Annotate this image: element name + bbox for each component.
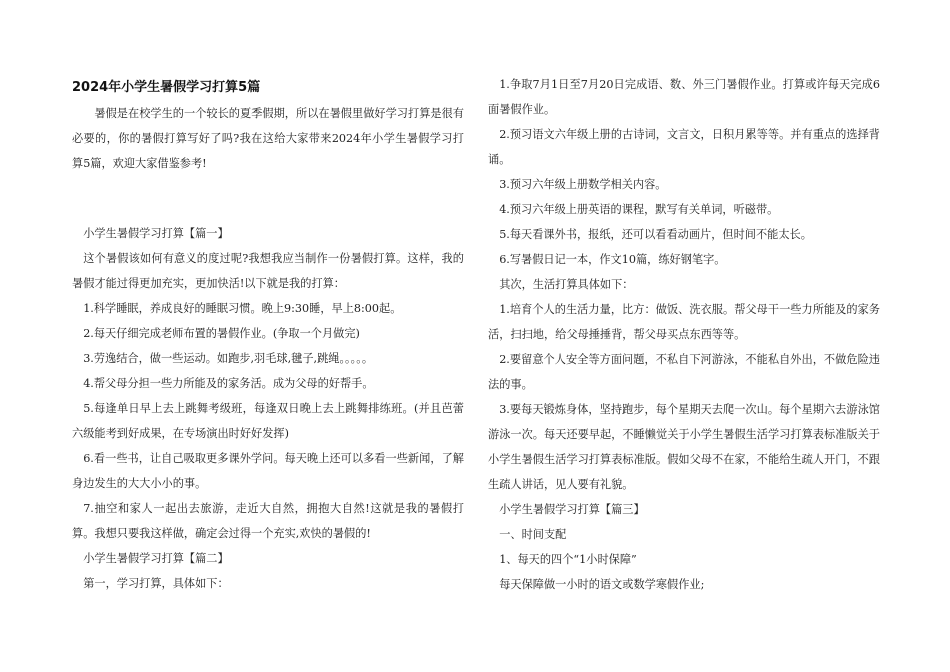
paragraph: 这个暑假该如何有意义的度过呢?我想我应当制作一份暑假打算。这样，我的暑假才能过得更加充实，更加快活!以下就是我的打算： xyxy=(72,252,464,290)
right-body xyxy=(488,72,880,597)
list-item: 7.抽空和家人一起出去旅游，走近大自然，拥抱大自然!这就是我的暑假打算。我想只要我这样做，确定会过得一个充实,欢快的暑假的! xyxy=(72,502,464,540)
subheading: 一、时间支配 xyxy=(499,528,567,541)
subheading: 1、每天的四个“1小时保障” xyxy=(499,553,637,566)
section-heading: 小学生暑假学习打算【篇三】 xyxy=(499,503,645,516)
section-heading: 小学生暑假学习打算【篇二】 xyxy=(83,552,229,565)
intro-paragraph: 暑假是在校学生的一个较长的夏季假期，所以在暑假里做好学习打算是很有必要的，你的暑假打算写好了吗?我在这给大家带来2024年小学生暑假学习打算5篇，欢迎大家借鉴参考! xyxy=(72,107,464,170)
page-title: 2024年小学生暑假学习打算5篇 xyxy=(72,80,261,95)
list-item: 5.每逢单日早上去上跳舞考级班，每逢双日晚上去上跳舞排练班。(并且芭蕾六级能考到好成果，在专场演出时好好发挥) xyxy=(72,402,464,440)
list-item: 3.要每天锻炼身体，坚持跑步，每个星期天去爬一次山。每个星期六去游泳馆游泳一次。每天还要早起，不睡懒觉关于小学生暑假生活学习打算表标准版关于小学生暑假生活学习打算表标准版。假如父母不在家，不能给生疏人开门，不跟生疏人讲话，见人要有礼貌。 xyxy=(488,403,880,491)
left-body xyxy=(72,221,464,596)
list-item: 3.劳逸结合，做一些运动。如跑步,羽毛球,毽子,跳绳。。。。。 xyxy=(83,352,374,365)
paragraph: 每天保障做一小时的语文或数学寒假作业; xyxy=(499,578,705,591)
section-heading: 小学生暑假学习打算【篇一】 xyxy=(83,227,229,240)
list-item: 1.争取7月1日至7月20日完成语、数、外三门暑假作业。打算或许每天完成6面暑假作业。 xyxy=(488,78,880,116)
list-item: 4.预习六年级上册英语的课程，默写有关单词，听磁带。 xyxy=(499,203,779,216)
paragraph: 其次，生活打算具体如下： xyxy=(499,278,634,291)
list-item: 2.要留意个人安全等方面问题，不私自下河游泳，不能私自外出，不做危险违法的事。 xyxy=(488,353,880,391)
list-item: 2.预习语文六年级上册的古诗词，文言文，日积月累等等。并有重点的选择背诵。 xyxy=(488,128,880,166)
list-item: 1.科学睡眠，养成良好的睡眠习惯。晚上9:30睡，早上8:00起。 xyxy=(83,302,402,315)
list-item: 2.每天仔细完成老师布置的暑假作业。(争取一个月做完) xyxy=(83,327,360,340)
list-item: 5.每天看课外书，报纸，还可以看看动画片，但时间不能太长。 xyxy=(499,228,812,241)
list-item: 6.看一些书，让自己吸取更多课外学问。每天晚上还可以多看一些新闻，了解身边发生的大大小小的事。 xyxy=(72,452,464,490)
list-item: 4.帮父母分担一些力所能及的家务活。成为父母的好帮手。 xyxy=(83,377,374,390)
list-item: 3.预习六年级上册数学相关内容。 xyxy=(499,178,667,191)
list-item: 1.培育个人的生活力量，比方：做饭、洗衣服。帮父母干一些力所能及的家务活，扫扫地，给父母捶捶背，帮父母买点东西等等。 xyxy=(488,303,880,341)
paragraph: 第一，学习打算，具体如下： xyxy=(83,577,229,590)
list-item: 6.写暑假日记一本，作文10篇，练好钢笔字。 xyxy=(499,253,726,266)
